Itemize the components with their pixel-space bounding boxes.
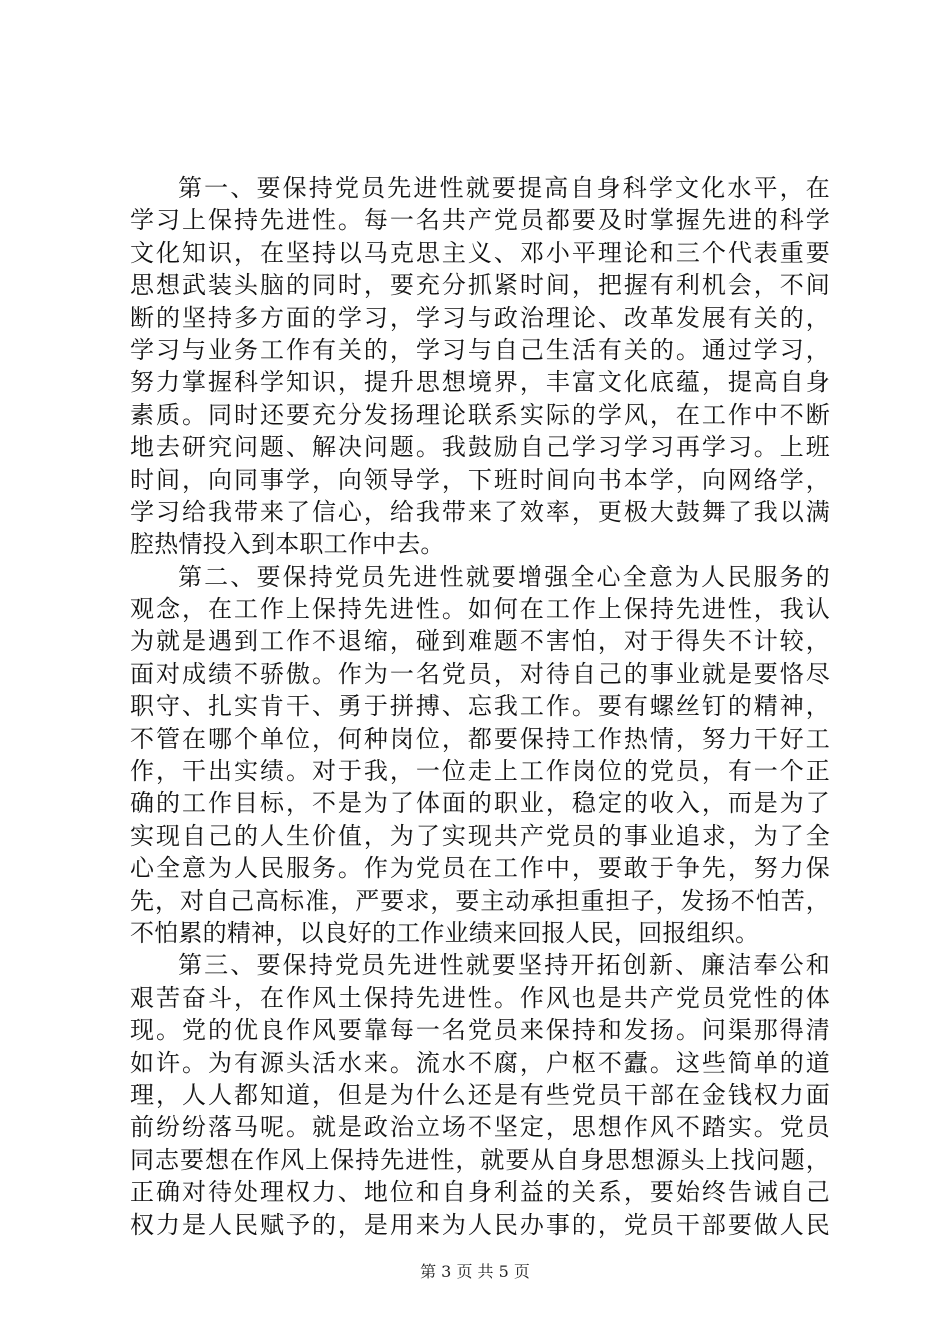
paragraph-1 — [130, 172, 830, 561]
text-line: 腔热情投入到本职工作中去。 — [130, 530, 445, 559]
text-line: 确的工作目标，不是为了体面的职业，稳定的收入，而是为了 — [130, 789, 830, 818]
text-line: 第二、要保持党员先进性就要增强全心全意为人民服务的 — [178, 562, 830, 591]
document-body — [130, 172, 830, 1241]
text-line: 艰苦奋斗，在作风土保持先进性。作风也是共产党员党性的体 — [130, 983, 830, 1012]
text-line: 不怕累的精神，以良好的工作业绩来回报人民，回报组织。 — [130, 918, 760, 947]
text-line: 不管在哪个单位，何种岗位，都要保持工作热情，努力干好工 — [130, 724, 830, 753]
text-line: 理，人人都知道，但是为什么还是有些党员干部在金钱权力面 — [130, 1080, 830, 1109]
text-line: 心全意为人民服务。作为党员在工作中，要敢于争先，努力保 — [130, 854, 830, 883]
text-line: 同志要想在作风上保持先进性，就要从自身思想源头上找问题， — [130, 1145, 830, 1174]
text-line: 正确对待处理权力、地位和自身利益的关系，要始终告诫自己 — [130, 1178, 830, 1207]
text-line: 断的坚持多方面的学习，学习与政治理论、改革发展有关的， — [130, 303, 830, 332]
text-line: 权力是人民赋予的，是用来为人民办事的，党员干部要做人民 — [130, 1210, 830, 1239]
text-line: 为就是遇到工作不退缩，碰到难题不害怕，对于得失不计较， — [130, 627, 830, 656]
text-line: 现。党的优良作风要靠每一名党员来保持和发扬。问渠那得清 — [130, 1016, 830, 1045]
text-line: 学习给我带来了信心，给我带来了效率，更极大鼓舞了我以满 — [130, 497, 830, 526]
text-line: 作，干出实绩。对于我，一位走上工作岗位的党员，有一个正 — [130, 757, 830, 786]
text-line: 观念，在工作上保持先进性。如何在工作上保持先进性，我认 — [130, 595, 830, 624]
text-line: 前纷纷落马呢。就是政治立场不坚定，思想作风不踏实。党员 — [130, 1113, 830, 1142]
text-line: 时间，向同事学，向领导学，下班时间向书本学，向网络学， — [130, 465, 830, 494]
text-line: 第三、要保持党员先进性就要坚持开拓创新、廉洁奉公和 — [178, 951, 830, 980]
text-line: 素质。同时还要充分发扬理论联系实际的学风，在工作中不断 — [130, 400, 830, 429]
text-line: 先，对自己高标准，严要求，要主动承担重担子，发扬不怕苦， — [130, 886, 830, 915]
paragraph-3 — [130, 949, 830, 1241]
text-line: 努力掌握科学知识，提升思想境界，丰富文化底蕴，提高自身 — [130, 368, 830, 397]
text-line: 实现自己的人生价值，为了实现共产党员的事业追求，为了全 — [130, 821, 830, 850]
text-line: 学习上保持先进性。每一名共产党员都要及时掌握先进的科学 — [130, 206, 830, 235]
text-line: 第一、要保持党员先进性就要提高自身科学文化水平，在 — [178, 174, 830, 202]
text-line: 职守、扎实肯干、勇于拼搏、忘我工作。要有螺丝钉的精神， — [130, 692, 830, 721]
paragraph-2 — [130, 561, 830, 950]
page-number-label: 第 3 页 共 5 页 — [420, 1262, 530, 1281]
text-line: 如许。为有源头活水来。流水不腐，户枢不蠹。这些简单的道 — [130, 1048, 830, 1077]
text-line: 文化知识，在坚持以马克思主义、邓小平理论和三个代表重要 — [130, 238, 830, 267]
text-line: 面对成绩不骄傲。作为一名党员，对待自己的事业就是要恪尽 — [130, 659, 830, 688]
page-footer — [0, 1262, 950, 1282]
text-line: 学习与业务工作有关的，学习与自己生活有关的。通过学习， — [130, 335, 830, 364]
text-line: 思想武装头脑的同时，要充分抓紧时间，把握有利机会，不间 — [130, 271, 830, 300]
text-line: 地去研究问题、解决问题。我鼓励自己学习学习再学习。上班 — [130, 433, 830, 462]
